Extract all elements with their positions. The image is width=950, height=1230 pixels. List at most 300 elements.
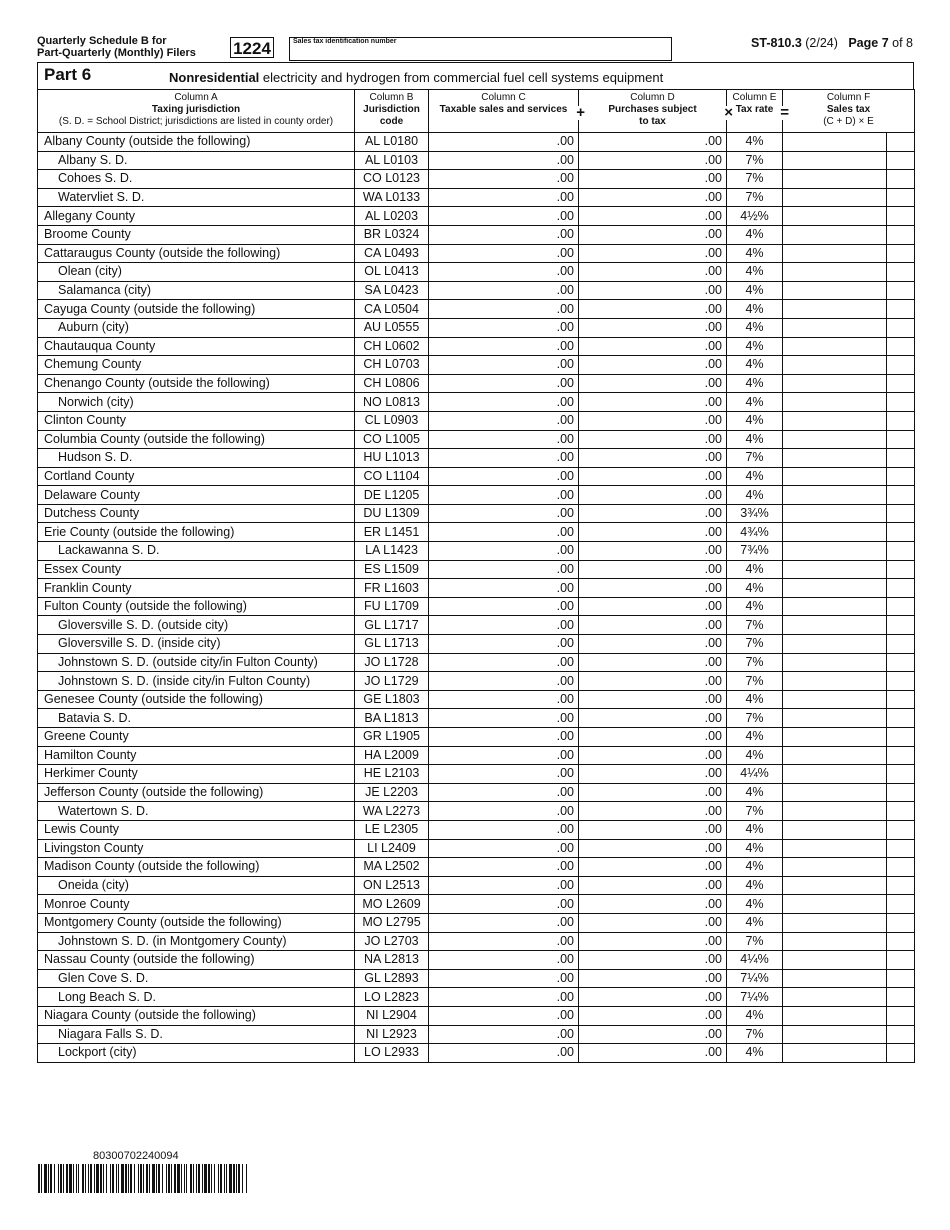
sales-tax-cents-input[interactable] <box>887 337 915 356</box>
sales-tax-cents-input[interactable] <box>887 839 915 858</box>
barcode-bar <box>50 1164 52 1193</box>
sales-tax-id-field[interactable] <box>289 37 672 61</box>
part-desc-bold: Nonresidential <box>169 70 260 85</box>
sales-tax-input[interactable] <box>783 1006 887 1025</box>
jurisdiction-name: Dutchess County <box>38 504 355 523</box>
sales-tax-cents-input[interactable] <box>887 486 915 505</box>
purchases-input[interactable]: .00 <box>579 820 727 839</box>
tax-rate: 7% <box>727 449 783 468</box>
sales-tax-cents-input[interactable] <box>887 1044 915 1063</box>
sales-tax-cents-input[interactable] <box>887 876 915 895</box>
purchases-input[interactable]: .00 <box>579 802 727 821</box>
tax-rate: 3¾% <box>727 504 783 523</box>
taxable-sales-input[interactable]: .00 <box>429 300 579 319</box>
purchases-input[interactable]: .00 <box>579 411 727 430</box>
purchases-input[interactable]: .00 <box>579 876 727 895</box>
taxable-sales-input[interactable]: .00 <box>429 969 579 988</box>
jurisdiction-name: Gloversville S. D. (inside city) <box>38 635 355 654</box>
sales-tax-cents-input[interactable] <box>887 672 915 691</box>
table-row <box>38 542 915 561</box>
sales-tax-input[interactable] <box>783 225 887 244</box>
sales-tax-cents-input[interactable] <box>887 300 915 319</box>
sales-tax-input[interactable] <box>783 337 887 356</box>
barcode-bar <box>214 1164 215 1193</box>
purchases-input[interactable]: .00 <box>579 783 727 802</box>
sales-tax-input[interactable] <box>783 356 887 375</box>
jurisdiction-code: AU L0555 <box>355 318 429 337</box>
purchases-input[interactable]: .00 <box>579 690 727 709</box>
taxable-sales-input[interactable]: .00 <box>429 579 579 598</box>
taxable-sales-input[interactable]: .00 <box>429 765 579 784</box>
sales-tax-input[interactable] <box>783 876 887 895</box>
taxable-sales-input[interactable]: .00 <box>429 356 579 375</box>
sales-tax-input[interactable] <box>783 318 887 337</box>
taxable-sales-input[interactable]: .00 <box>429 597 579 616</box>
sales-tax-cents-input[interactable] <box>887 374 915 393</box>
taxable-sales-input[interactable]: .00 <box>429 170 579 189</box>
purchases-input[interactable]: .00 <box>579 1044 727 1063</box>
sales-tax-cents-input[interactable] <box>887 542 915 561</box>
sales-tax-cents-input[interactable] <box>887 783 915 802</box>
sales-tax-cents-input[interactable] <box>887 133 915 152</box>
sales-tax-cents-input[interactable] <box>887 207 915 226</box>
barcode-bar <box>224 1164 225 1193</box>
taxable-sales-input[interactable]: .00 <box>429 430 579 449</box>
taxable-sales-input[interactable]: .00 <box>429 337 579 356</box>
purchases-input[interactable]: .00 <box>579 151 727 170</box>
sales-tax-cents-input[interactable] <box>887 151 915 170</box>
table-row <box>38 486 915 505</box>
sales-tax-cents-input[interactable] <box>887 969 915 988</box>
purchases-input[interactable]: .00 <box>579 1025 727 1044</box>
taxable-sales-input[interactable]: .00 <box>429 1006 579 1025</box>
barcode-bar <box>246 1164 247 1193</box>
jurisdiction-code: CA L0493 <box>355 244 429 263</box>
sales-tax-input[interactable] <box>783 635 887 654</box>
barcode-bar <box>196 1164 197 1193</box>
jurisdiction-name: Oneida (city) <box>38 876 355 895</box>
purchases-input[interactable]: .00 <box>579 449 727 468</box>
tax-rate: 4% <box>727 318 783 337</box>
tax-rate: 4% <box>727 839 783 858</box>
schedule-title-line1: Quarterly Schedule B for <box>37 35 167 47</box>
sales-tax-cents-input[interactable] <box>887 858 915 877</box>
sales-tax-input[interactable] <box>783 765 887 784</box>
table-row <box>38 858 915 877</box>
purchases-input[interactable]: .00 <box>579 281 727 300</box>
purchases-input[interactable]: .00 <box>579 225 727 244</box>
jurisdiction-code: LO L2823 <box>355 988 429 1007</box>
sales-tax-input[interactable] <box>783 504 887 523</box>
barcode-image <box>38 1164 248 1193</box>
column-a-header: Column A Taxing jurisdiction (S. D. = School District; jurisdictions are listed in county order) <box>38 90 355 133</box>
sales-tax-cents-input[interactable] <box>887 597 915 616</box>
sales-tax-input[interactable] <box>783 597 887 616</box>
tax-rate: 4% <box>727 876 783 895</box>
purchases-input[interactable]: .00 <box>579 467 727 486</box>
jurisdiction-name: Madison County (outside the following) <box>38 858 355 877</box>
taxable-sales-input[interactable]: .00 <box>429 653 579 672</box>
purchases-input[interactable]: .00 <box>579 969 727 988</box>
sales-tax-input[interactable] <box>783 393 887 412</box>
table-row <box>38 635 915 654</box>
sales-tax-input[interactable] <box>783 449 887 468</box>
sales-tax-cents-input[interactable] <box>887 504 915 523</box>
jurisdiction-name: Erie County (outside the following) <box>38 523 355 542</box>
taxable-sales-input[interactable]: .00 <box>429 876 579 895</box>
jurisdiction-code: ER L1451 <box>355 523 429 542</box>
sales-tax-cents-input[interactable] <box>887 988 915 1007</box>
sales-tax-input[interactable] <box>783 858 887 877</box>
sales-tax-cents-input[interactable] <box>887 430 915 449</box>
jurisdiction-name: Albany County (outside the following) <box>38 133 355 152</box>
taxable-sales-input[interactable]: .00 <box>429 820 579 839</box>
barcode-bar <box>190 1164 192 1193</box>
jurisdiction-code: DE L1205 <box>355 486 429 505</box>
barcode-bar <box>130 1164 132 1193</box>
taxable-sales-input[interactable]: .00 <box>429 932 579 951</box>
sales-tax-input[interactable] <box>783 969 887 988</box>
taxable-sales-input[interactable]: .00 <box>429 1025 579 1044</box>
taxable-sales-input[interactable]: .00 <box>429 411 579 430</box>
sales-tax-input[interactable] <box>783 728 887 747</box>
purchases-input[interactable]: .00 <box>579 709 727 728</box>
sales-tax-input[interactable] <box>783 932 887 951</box>
sales-tax-input[interactable] <box>783 467 887 486</box>
sales-tax-cents-input[interactable] <box>887 746 915 765</box>
purchases-input[interactable]: .00 <box>579 672 727 691</box>
taxable-sales-input[interactable]: .00 <box>429 709 579 728</box>
purchases-input[interactable]: .00 <box>579 895 727 914</box>
sales-tax-cents-input[interactable] <box>887 765 915 784</box>
taxable-sales-input[interactable]: .00 <box>429 225 579 244</box>
table-row <box>38 913 915 932</box>
sales-tax-input[interactable] <box>783 709 887 728</box>
tax-rate: 7¼% <box>727 988 783 1007</box>
taxable-sales-input[interactable]: .00 <box>429 151 579 170</box>
sales-tax-cents-input[interactable] <box>887 263 915 282</box>
jurisdiction-code: HU L1013 <box>355 449 429 468</box>
taxable-sales-input[interactable]: .00 <box>429 988 579 1007</box>
purchases-input[interactable]: .00 <box>579 858 727 877</box>
purchases-input[interactable]: .00 <box>579 932 727 951</box>
taxable-sales-input[interactable]: .00 <box>429 393 579 412</box>
sales-tax-cents-input[interactable] <box>887 653 915 672</box>
taxable-sales-input[interactable]: .00 <box>429 207 579 226</box>
sales-tax-cents-input[interactable] <box>887 635 915 654</box>
purchases-input[interactable]: .00 <box>579 244 727 263</box>
taxable-sales-input[interactable]: .00 <box>429 263 579 282</box>
table-row <box>38 672 915 691</box>
sales-tax-input[interactable] <box>783 1044 887 1063</box>
taxable-sales-input[interactable]: .00 <box>429 318 579 337</box>
barcode-bar <box>156 1164 157 1193</box>
sales-tax-input[interactable] <box>783 820 887 839</box>
purchases-input[interactable]: .00 <box>579 653 727 672</box>
jurisdiction-name: Niagara Falls S. D. <box>38 1025 355 1044</box>
purchases-input[interactable]: .00 <box>579 579 727 598</box>
sales-tax-input[interactable] <box>783 951 887 970</box>
jurisdiction-name: Hamilton County <box>38 746 355 765</box>
tax-rate: 4% <box>727 133 783 152</box>
taxable-sales-input[interactable]: .00 <box>429 244 579 263</box>
purchases-input[interactable]: .00 <box>579 839 727 858</box>
barcode-bar <box>73 1164 74 1193</box>
sales-tax-input[interactable] <box>783 746 887 765</box>
purchases-input[interactable]: .00 <box>579 523 727 542</box>
jurisdiction-code: LO L2933 <box>355 1044 429 1063</box>
jurisdiction-name: Columbia County (outside the following) <box>38 430 355 449</box>
purchases-input[interactable]: .00 <box>579 300 727 319</box>
sales-tax-cents-input[interactable] <box>887 951 915 970</box>
sales-tax-cents-input[interactable] <box>887 560 915 579</box>
purchases-input[interactable]: .00 <box>579 263 727 282</box>
purchases-input[interactable]: .00 <box>579 635 727 654</box>
sales-tax-cents-input[interactable] <box>887 393 915 412</box>
taxable-sales-input[interactable]: .00 <box>429 504 579 523</box>
taxable-sales-input[interactable]: .00 <box>429 467 579 486</box>
purchases-input[interactable]: .00 <box>579 170 727 189</box>
sales-tax-cents-input[interactable] <box>887 709 915 728</box>
jurisdiction-code: HE L2103 <box>355 765 429 784</box>
sales-tax-input[interactable] <box>783 542 887 561</box>
purchases-input[interactable]: .00 <box>579 728 727 747</box>
sales-tax-input[interactable] <box>783 802 887 821</box>
jurisdiction-code: GL L1713 <box>355 635 429 654</box>
sales-tax-cents-input[interactable] <box>887 1025 915 1044</box>
form-number-box: 1224 <box>230 37 274 58</box>
purchases-input[interactable]: .00 <box>579 560 727 579</box>
table-row <box>38 839 915 858</box>
taxable-sales-input[interactable]: .00 <box>429 690 579 709</box>
taxable-sales-input[interactable]: .00 <box>429 895 579 914</box>
taxable-sales-input[interactable]: .00 <box>429 672 579 691</box>
sales-tax-input[interactable] <box>783 430 887 449</box>
sales-tax-input[interactable] <box>783 411 887 430</box>
sales-tax-cents-input[interactable] <box>887 244 915 263</box>
tax-rate: 4% <box>727 300 783 319</box>
sales-tax-cents-input[interactable] <box>887 170 915 189</box>
purchases-input[interactable]: .00 <box>579 542 727 561</box>
sales-tax-input[interactable] <box>783 616 887 635</box>
purchases-input[interactable]: .00 <box>579 374 727 393</box>
sales-tax-cents-input[interactable] <box>887 913 915 932</box>
purchases-input[interactable]: .00 <box>579 913 727 932</box>
purchases-input[interactable]: .00 <box>579 337 727 356</box>
purchases-input[interactable]: .00 <box>579 430 727 449</box>
sales-tax-input[interactable] <box>783 1025 887 1044</box>
sales-tax-input[interactable] <box>783 690 887 709</box>
purchases-input[interactable]: .00 <box>579 318 727 337</box>
sales-tax-input[interactable] <box>783 486 887 505</box>
tax-rate: 4% <box>727 356 783 375</box>
sales-tax-input[interactable] <box>783 653 887 672</box>
tax-rate: 4% <box>727 560 783 579</box>
sales-tax-input[interactable] <box>783 895 887 914</box>
purchases-input[interactable]: .00 <box>579 765 727 784</box>
tax-rate: 4% <box>727 1044 783 1063</box>
jurisdiction-name: Hudson S. D. <box>38 449 355 468</box>
sales-tax-cents-input[interactable] <box>887 728 915 747</box>
jurisdiction-name: Lockport (city) <box>38 1044 355 1063</box>
taxable-sales-input[interactable]: .00 <box>429 783 579 802</box>
tax-rate: 7% <box>727 151 783 170</box>
table-row <box>38 300 915 319</box>
barcode-bar <box>76 1164 77 1193</box>
table-body <box>38 133 915 1063</box>
sales-tax-cents-input[interactable] <box>887 895 915 914</box>
barcode-bar <box>140 1164 142 1193</box>
taxable-sales-input[interactable]: .00 <box>429 188 579 207</box>
taxable-sales-input[interactable]: .00 <box>429 913 579 932</box>
table-row <box>38 1025 915 1044</box>
jurisdiction-code: HA L2009 <box>355 746 429 765</box>
taxable-sales-input[interactable]: .00 <box>429 951 579 970</box>
sales-tax-input[interactable] <box>783 151 887 170</box>
sales-tax-cents-input[interactable] <box>887 690 915 709</box>
taxable-sales-input[interactable]: .00 <box>429 281 579 300</box>
sales-tax-input[interactable] <box>783 374 887 393</box>
purchases-input[interactable]: .00 <box>579 504 727 523</box>
tax-rate: 7% <box>727 1025 783 1044</box>
purchases-input[interactable]: .00 <box>579 951 727 970</box>
sales-tax-input[interactable] <box>783 281 887 300</box>
purchases-input[interactable]: .00 <box>579 1006 727 1025</box>
sales-tax-input[interactable] <box>783 207 887 226</box>
sales-tax-input[interactable] <box>783 988 887 1007</box>
purchases-input[interactable]: .00 <box>579 356 727 375</box>
taxable-sales-input[interactable]: .00 <box>429 635 579 654</box>
purchases-input[interactable]: .00 <box>579 616 727 635</box>
taxable-sales-input[interactable]: .00 <box>429 802 579 821</box>
sales-tax-input[interactable] <box>783 170 887 189</box>
tax-rate: 4% <box>727 411 783 430</box>
table-row <box>38 263 915 282</box>
sales-tax-input[interactable] <box>783 244 887 263</box>
purchases-input[interactable]: .00 <box>579 597 727 616</box>
sales-tax-cents-input[interactable] <box>887 523 915 542</box>
tax-rate: 4% <box>727 597 783 616</box>
jurisdiction-name: Watertown S. D. <box>38 802 355 821</box>
taxable-sales-input[interactable]: .00 <box>429 858 579 877</box>
jurisdiction-code: DU L1309 <box>355 504 429 523</box>
sales-tax-cents-input[interactable] <box>887 356 915 375</box>
sales-tax-cents-input[interactable] <box>887 318 915 337</box>
equals-operator: = <box>780 104 789 121</box>
sales-tax-cents-input[interactable] <box>887 820 915 839</box>
taxable-sales-input[interactable]: .00 <box>429 374 579 393</box>
barcode-bar <box>103 1164 104 1193</box>
sales-tax-cents-input[interactable] <box>887 467 915 486</box>
tax-rate: 4% <box>727 225 783 244</box>
sales-tax-cents-input[interactable] <box>887 932 915 951</box>
taxable-sales-input[interactable]: .00 <box>429 449 579 468</box>
sales-tax-input[interactable] <box>783 579 887 598</box>
purchases-input[interactable]: .00 <box>579 746 727 765</box>
barcode-bar <box>242 1164 243 1193</box>
sales-tax-input[interactable] <box>783 913 887 932</box>
purchases-input[interactable]: .00 <box>579 486 727 505</box>
taxable-sales-input[interactable]: .00 <box>429 616 579 635</box>
barcode-bar <box>229 1164 232 1193</box>
taxable-sales-input[interactable]: .00 <box>429 839 579 858</box>
sales-tax-input[interactable] <box>783 300 887 319</box>
tax-rate: 4% <box>727 263 783 282</box>
sales-tax-input[interactable] <box>783 672 887 691</box>
table-row <box>38 151 915 170</box>
table-row <box>38 430 915 449</box>
taxable-sales-input[interactable]: .00 <box>429 486 579 505</box>
sales-tax-cents-input[interactable] <box>887 188 915 207</box>
taxable-sales-input[interactable]: .00 <box>429 746 579 765</box>
jurisdiction-name: Cattaraugus County (outside the following) <box>38 244 355 263</box>
tax-rate: 4% <box>727 244 783 263</box>
purchases-input[interactable]: .00 <box>579 133 727 152</box>
jurisdiction-name: Livingston County <box>38 839 355 858</box>
barcode-bar <box>202 1164 203 1193</box>
barcode-bar <box>66 1164 68 1193</box>
jurisdiction-name: Gloversville S. D. (outside city) <box>38 616 355 635</box>
purchases-input[interactable]: .00 <box>579 393 727 412</box>
taxable-sales-input[interactable]: .00 <box>429 133 579 152</box>
tax-rate: 4% <box>727 913 783 932</box>
sales-tax-cents-input[interactable] <box>887 449 915 468</box>
table-row <box>38 690 915 709</box>
purchases-input[interactable]: .00 <box>579 988 727 1007</box>
form-date: (2/24) <box>805 36 838 50</box>
taxable-sales-input[interactable]: .00 <box>429 1044 579 1063</box>
table-row <box>38 616 915 635</box>
barcode-bar <box>69 1164 72 1193</box>
sales-tax-cents-input[interactable] <box>887 281 915 300</box>
sales-tax-input[interactable] <box>783 263 887 282</box>
sales-tax-cents-input[interactable] <box>887 616 915 635</box>
sales-tax-cents-input[interactable] <box>887 1006 915 1025</box>
sales-tax-cents-input[interactable] <box>887 225 915 244</box>
table-row <box>38 1006 915 1025</box>
sales-tax-input[interactable] <box>783 560 887 579</box>
sales-tax-input[interactable] <box>783 839 887 858</box>
barcode-bar <box>177 1164 180 1193</box>
sales-tax-input[interactable] <box>783 133 887 152</box>
barcode-bar <box>152 1164 155 1193</box>
sales-tax-input[interactable] <box>783 523 887 542</box>
barcode-bar <box>208 1164 210 1193</box>
tax-rate: 7% <box>727 188 783 207</box>
sales-tax-cents-input[interactable] <box>887 802 915 821</box>
table-row <box>38 393 915 412</box>
purchases-input[interactable]: .00 <box>579 188 727 207</box>
sales-tax-cents-input[interactable] <box>887 411 915 430</box>
jurisdiction-code: LI L2409 <box>355 839 429 858</box>
sales-tax-cents-input[interactable] <box>887 579 915 598</box>
taxable-sales-input[interactable]: .00 <box>429 728 579 747</box>
table-row <box>38 337 915 356</box>
table-row <box>38 560 915 579</box>
barcode-bar <box>44 1164 47 1193</box>
table-row <box>38 170 915 189</box>
purchases-input[interactable]: .00 <box>579 207 727 226</box>
table-row <box>38 244 915 263</box>
taxable-sales-input[interactable]: .00 <box>429 523 579 542</box>
taxable-sales-input[interactable]: .00 <box>429 542 579 561</box>
jurisdiction-code: FR L1603 <box>355 579 429 598</box>
sales-tax-input[interactable] <box>783 188 887 207</box>
taxable-sales-input[interactable]: .00 <box>429 560 579 579</box>
tax-rate: 7% <box>727 616 783 635</box>
sales-tax-input[interactable] <box>783 783 887 802</box>
barcode-bar <box>112 1164 114 1193</box>
